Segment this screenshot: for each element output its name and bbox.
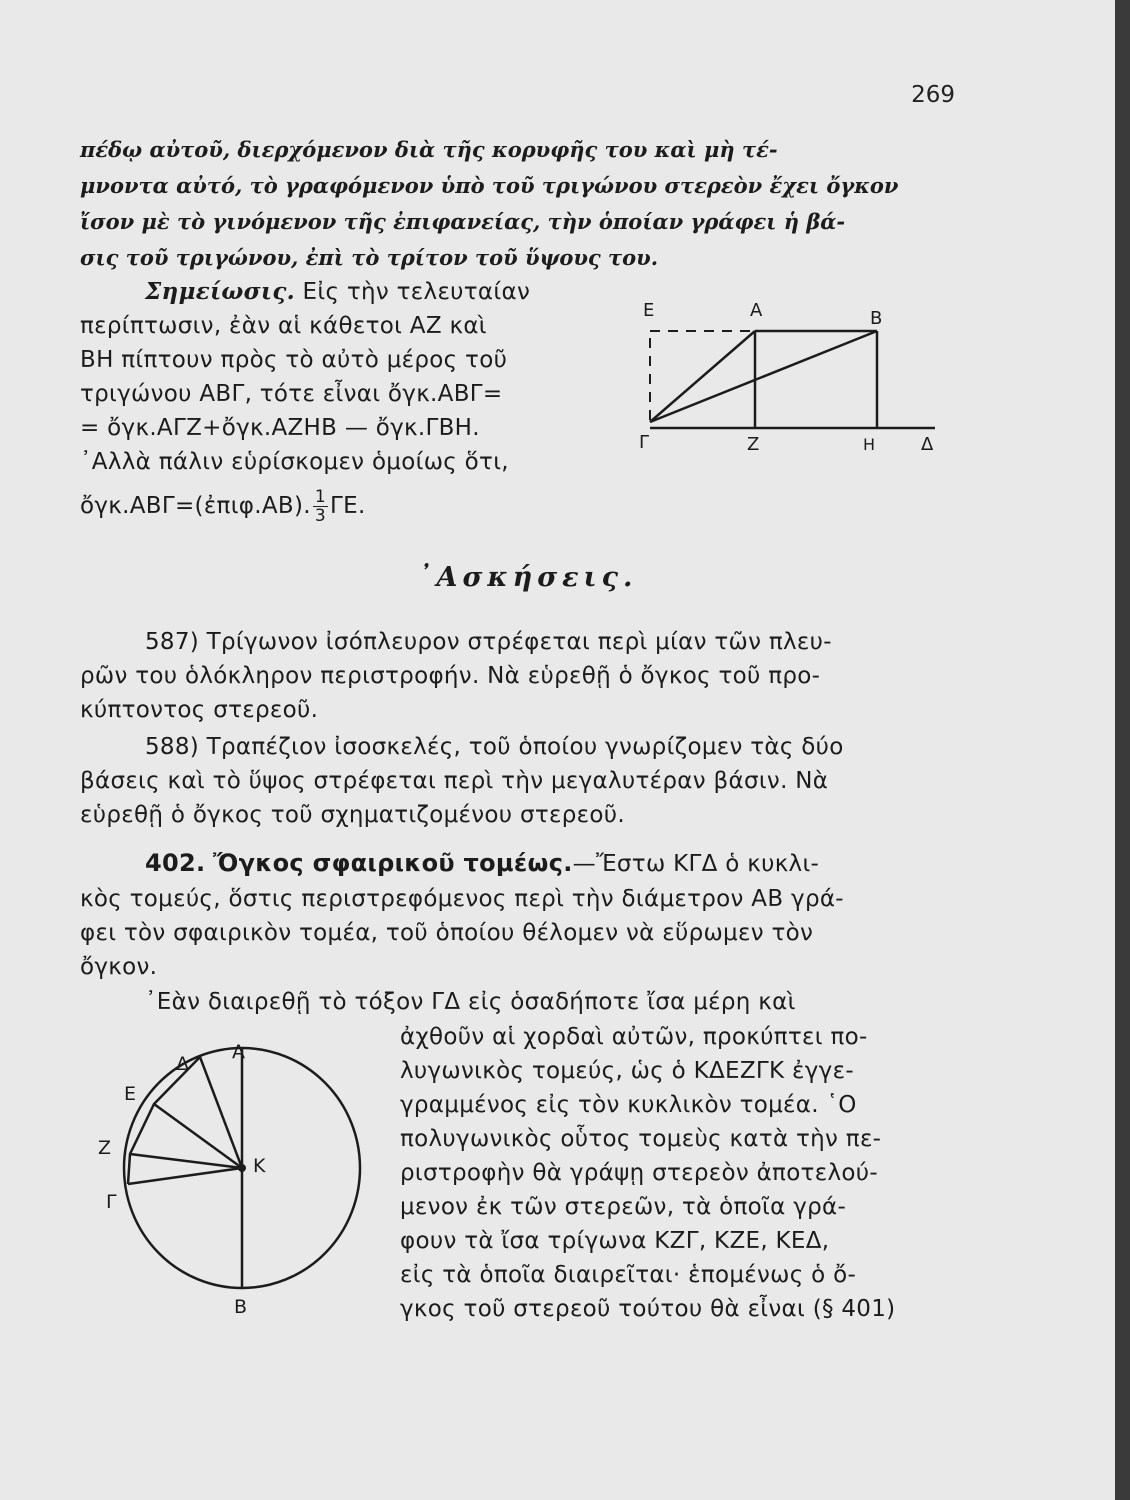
fig2-label-g: Γ	[106, 1191, 117, 1213]
fig2-label-d: Δ	[176, 1053, 189, 1075]
note-line-5: = ὄγκ.ΑΓΖ+ὄγκ.ΑΖΗΒ — ὄγκ.ΓΒΗ.	[80, 415, 480, 441]
fig2-label-b: Β	[234, 1296, 248, 1318]
section402-line-1-text: —Ἔστω ΚΓΔ ὁ κυκλι-	[572, 851, 820, 877]
fig1-label-e: Ε	[643, 300, 655, 321]
fig2-label-a: Α	[232, 1041, 245, 1063]
theorem-line-4: σις τοῦ τριγώνου, ἐπὶ τὸ τρίτον τοῦ ὕψους του.	[80, 245, 659, 270]
fig1-line-gb	[650, 331, 877, 422]
exercises-heading: ᾿Ασκήσεις.	[418, 562, 638, 593]
para2-line-10: γκος τοῦ στερεοῦ τούτου θὰ εἶναι (§ 401)	[400, 1296, 896, 1322]
note-label: Σημείωσις.	[145, 278, 295, 305]
fig1-label-g: Γ	[639, 432, 650, 453]
para2-line-6: ριστροφὴν θὰ γράψῃ στερεὸν ἀποτελού-	[400, 1160, 878, 1186]
formula-right: ΓΕ.	[330, 493, 366, 519]
page-edge	[1115, 0, 1130, 1500]
ex587-line-1: 587) Τρίγωνον ἰσόπλευρον στρέφεται περὶ μίαν τῶν πλευ-	[145, 629, 832, 655]
fig1-label-d: Δ	[921, 434, 934, 455]
fig1-label-a: Α	[750, 300, 763, 321]
fig2-chords	[128, 1057, 200, 1184]
note-line-2: περίπτωσιν, ἐὰν αἱ κάθετοι ΑΖ καὶ	[80, 313, 487, 339]
ex588-line-2: βάσεις καὶ τὸ ὕψος στρέφεται περὶ τὴν μεγαλυτέραν βάσιν. Νὰ	[80, 768, 829, 794]
ex588-line-1: 588) Τραπέζιον ἰσοσκελές, τοῦ ὁποίου γνωρίζομεν τὰς δύο	[145, 734, 844, 760]
note-line-1	[145, 275, 530, 309]
section402-line-4: ὄγκον.	[80, 954, 158, 980]
note-line-6: ᾿Αλλὰ πάλιν εὑρίσκομεν ὁμοίως ὅτι,	[80, 449, 509, 475]
note-line-4: τριγώνου ΑΒΓ, τότε εἶναι ὄγκ.ΑΒΓ=	[80, 381, 503, 407]
fig1-label-z: Ζ	[747, 434, 760, 455]
para2-line-9: εἰς τὰ ὁποῖα διαιρεῖται· ἑπομένως ὁ ὄ-	[400, 1262, 857, 1288]
ex588-line-3: εὑρεθῇ ὁ ὄγκος τοῦ σχηματιζομένου στερεοῦ.	[80, 802, 626, 828]
note-line-1-text: Εἰς τὴν τελευταίαν	[294, 279, 531, 305]
figure-circle-sector	[90, 1030, 390, 1320]
formula-fraction	[313, 488, 328, 525]
note-formula	[80, 488, 366, 525]
section402-number: 402.	[145, 849, 206, 877]
para2-line-2: ἀχθοῦν αἱ χορδαὶ αὐτῶν, προκύπτει πο-	[400, 1024, 868, 1050]
fig2-center-dot	[238, 1164, 246, 1172]
page-number: 269	[911, 82, 955, 108]
ex587-line-3: κύπτοντος στερεοῦ.	[80, 697, 319, 723]
fig2-label-z: Ζ	[98, 1137, 112, 1159]
theorem-line-2: μνοντα αὐτό, τὸ γραφόμενον ὑπὸ τοῦ τριγώνου στερεὸν ἔχει ὄγκον	[80, 173, 899, 198]
para2-line-8: φουν τὰ ἴσα τρίγωνα ΚΖΓ, ΚΖΕ, ΚΕΔ,	[400, 1228, 830, 1254]
para2-line-5: πολυγωνικὸς οὗτος τομεὺς κατὰ τὴν πε-	[400, 1126, 882, 1152]
section402-line-2: κὸς τομεύς, ὅστις περιστρεφόμενος περὶ τὴν διάμετρον ΑΒ γρά-	[80, 886, 844, 912]
note-line-3: ΒΗ πίπτουν πρὸς τὸ αὐτὸ μέρος τοῦ	[80, 347, 508, 373]
fig2-radius-kg	[128, 1168, 242, 1184]
ex587-line-2: ρῶν του ὁλόκληρον περιστροφήν. Νὰ εὑρεθῇ ὁ ὄγκος τοῦ προ-	[80, 663, 821, 689]
formula-numerator: 1	[314, 487, 326, 507]
formula-left: ὄγκ.ΑΒΓ=(ἐπιφ.ΑΒ).	[80, 493, 311, 519]
theorem-line-1: πέδῳ αὐτοῦ, διερχόμενον διὰ τῆς κορυφῆς του καὶ μὴ τέ-	[80, 137, 778, 162]
fig2-label-k: Κ	[253, 1155, 266, 1177]
formula-denominator: 3	[314, 506, 326, 526]
para2-line-4: γραμμένος εἰς τὸν κυκλικὸν τομέα. ῾Ο	[400, 1092, 857, 1118]
fig1-line-ga	[650, 331, 755, 422]
fig2-label-e: Ε	[124, 1083, 137, 1105]
fig1-label-b: Β	[870, 308, 883, 329]
section402-line-3: φει τὸν σφαιρικὸν τομέα, τοῦ ὁποίου θέλομεν νὰ εὕρωμεν τὸν	[80, 920, 814, 946]
para2-line-7: μενον ἐκ τῶν στερεῶν, τὰ ὁποῖα γρά-	[400, 1194, 847, 1220]
para2-line-3: λυγωνικὸς τομεύς, ὡς ὁ ΚΔΕΖΓΚ ἐγγε-	[400, 1058, 854, 1084]
theorem-line-3: ἴσον μὲ τὸ γινόμενον τῆς ἐπιφανείας, τὴν ὁποίαν γράφει ἡ βά-	[80, 209, 846, 234]
section402-line-1	[145, 846, 819, 881]
fig1-label-h: Η	[863, 435, 876, 454]
section402-title: Ὄγκος σφαιρικοῦ τομέως.	[213, 849, 573, 877]
figure-triangle	[625, 290, 955, 465]
para2-line-1: ᾿Εὰν διαιρεθῇ τὸ τόξον ΓΔ εἰς ὁσαδήποτε ἴσα μέρη καὶ	[145, 989, 796, 1015]
